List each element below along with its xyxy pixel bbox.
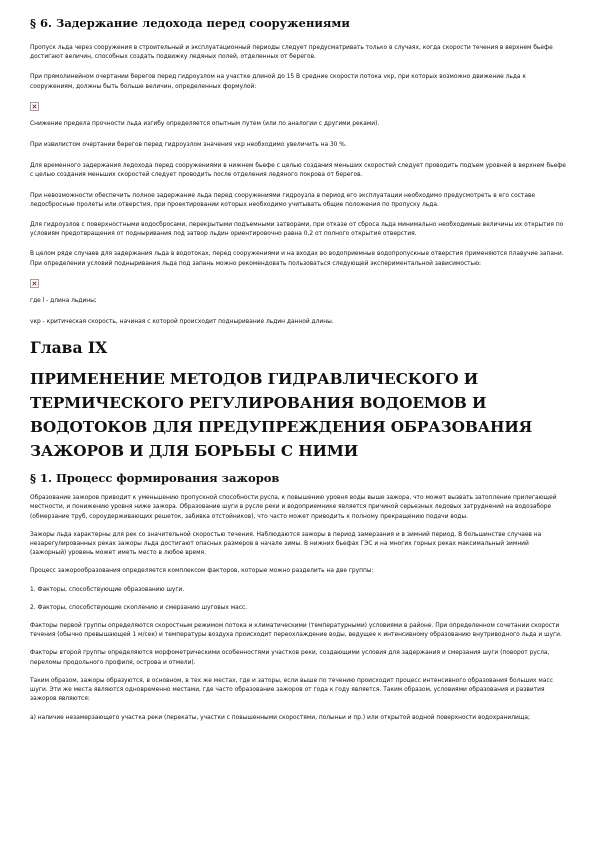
formula-image-icon	[30, 102, 39, 111]
paragraph: Зажоры льда характерны для рек со значительной скоростью течения. Наблюдаются зажоры в период замерзания и в зимний период. В большинстве случаев на незарегулированных реках зажоры льда достигают опасных размеров в начале зимы. В нижних бьефах ГЭС и на многих горных реках максимальный зимний (зажорный) уровень может иметь место в любое время.	[30, 531, 542, 557]
paragraph: Снижение предела прочности льда изгибу определяется опытным путем (или по аналогии с другими реками).	[30, 120, 380, 127]
paragraph: vкр - критическая скорость, начиная с которой происходит подныривание льдин данной длины.	[30, 319, 334, 326]
paragraph: При невозможности обеспечить полное задержание льда перед сооружениями гидроузла в период его эксплуатации необходимо предусмотреть в его составе ледосбросные пролеты или отверстия, при проектировании которых необходимо учитывать общие положения по пропуску льда.	[30, 192, 536, 208]
paragraph: Процесс зажорообразования определяется комплексом факторов, которые можно разделить на две группы:	[30, 568, 374, 575]
paragraph: Для временного задержания ледохода перед сооружениями в нижнем бьефе с целью создания меньших скоростей следует проводить подъем уровней в верхнем бьефе с целью создания меньших скоростей следует проводить после отделения ледяного покрова от берегов.	[30, 163, 566, 179]
paragraph: В целом ряде случаев для задержания льда в водотоках, перед сооружениями и на входах во водоприемные водопропускные отверстия применяются плавучие запани. При определении условий подныривания льда под запань можно рекомендовать пользоваться следующей экспериментальной зависимостью:	[30, 251, 564, 267]
chapter-label: Глава IX	[30, 338, 108, 358]
paragraph: Для гидроузлов с поверхностными водосбросами, перекрытыми подъемными затворами, при отказе от сброса льда минимально необходимые величины их открытия по условиям предотвращения от подныривания под затвор льдин ориентировочно равна 0,2 от полного открытия отверстия.	[30, 222, 564, 238]
paragraph: где l - длина льдины;	[30, 297, 97, 304]
paragraph: Пропуск льда через сооружения в строительный и эксплуатационный периоды следует предусматривать только в случаях, когда скорости течения в верхнем бьефе достигают величин, способных создать подвижку ледяных полей, отделенных от берегов.	[30, 45, 553, 61]
list-item: 1. Факторы, способствующие образованию шуги.	[30, 586, 185, 593]
list-item: 2. Факторы, способствующие скоплению и смерзанию шуговых масс.	[30, 604, 248, 611]
paragraph: Факторы второй группы определяются морфометрическими особенностями участков реки, создающими условия для задержания и смерзания шуги (поворот русла, переломы продольного профиля, острова и отмели).	[30, 650, 550, 666]
document-page	[30, 10, 567, 723]
list-item: а) наличие незамерзающего участка реки (перекаты, участки с повышенными скоростями, полыньи и пр.) или открытой водной поверхности водохранилища;	[30, 714, 530, 721]
chapter-title: ПРИМЕНЕНИЕ МЕТОДОВ ГИДРАВЛИЧЕСКОГО И ТЕРМИЧЕСКОГО РЕГУЛИРОВАНИЯ ВОДОЕМОВ И ВОДОТОКОВ ДЛЯ ПРЕДУПРЕЖДЕНИЯ ОБРАЗОВАНИЯ ЗАЖОРОВ И ДЛЯ БОРЬБЫ С НИМИ	[30, 370, 533, 461]
paragraph: При извилистом очертании берегов перед гидроузлом значения vкр необходимо увеличить на 30 %.	[30, 142, 347, 149]
paragraph: Таким образом, зажоры образуются, в основном, в тех же местах, где и заторы, если выше по течению происходит процесс интенсивного образования больших масс шуги. Эти же места являются одновременно местами, где часто образование зажоров от года к году является. Таким образом, условиями образования и развития зажоров являются:	[30, 677, 553, 703]
paragraph: Факторы первой группы определяются скоростным режимом потока и климатическими (температурными) условиями в районе. При определенном сочетании скорости течения (обычно превышающей 1 м/сек) и температуры воздуха происходит переохлаждение воды, ведущее к интенсивному образованию внутриводного льда и шуги.	[30, 623, 562, 639]
formula-image-icon	[30, 279, 39, 288]
section-1-title: § 1. Процесс формирования зажоров	[30, 471, 280, 486]
paragraph: При прямолинейном очертании берегов перед гидроузлом на участке длиной до 15 В средние скорости потока vкр, при которых возможно движение льда к сооружениям, должны быть больше величин, определенных формулой:	[30, 74, 526, 90]
paragraph: Образование зажоров приводит к уменьшению пропускной способности русла, к повышению уровня воды выше зажора, что может вызвать затопление прилегающей местности, и понижению уровня ниже зажора. Образование шуги в русле реки и водоприемнике является причиной серьезных ледовых затруднений на водозаборе (обмерзание труб, сороудерживающих решеток, забивка отстойников), что часто может приводить к полному прекращению подачи воды.	[30, 495, 557, 520]
section-6-title: § 6. Задержание ледохода перед сооружениями	[30, 16, 350, 30]
